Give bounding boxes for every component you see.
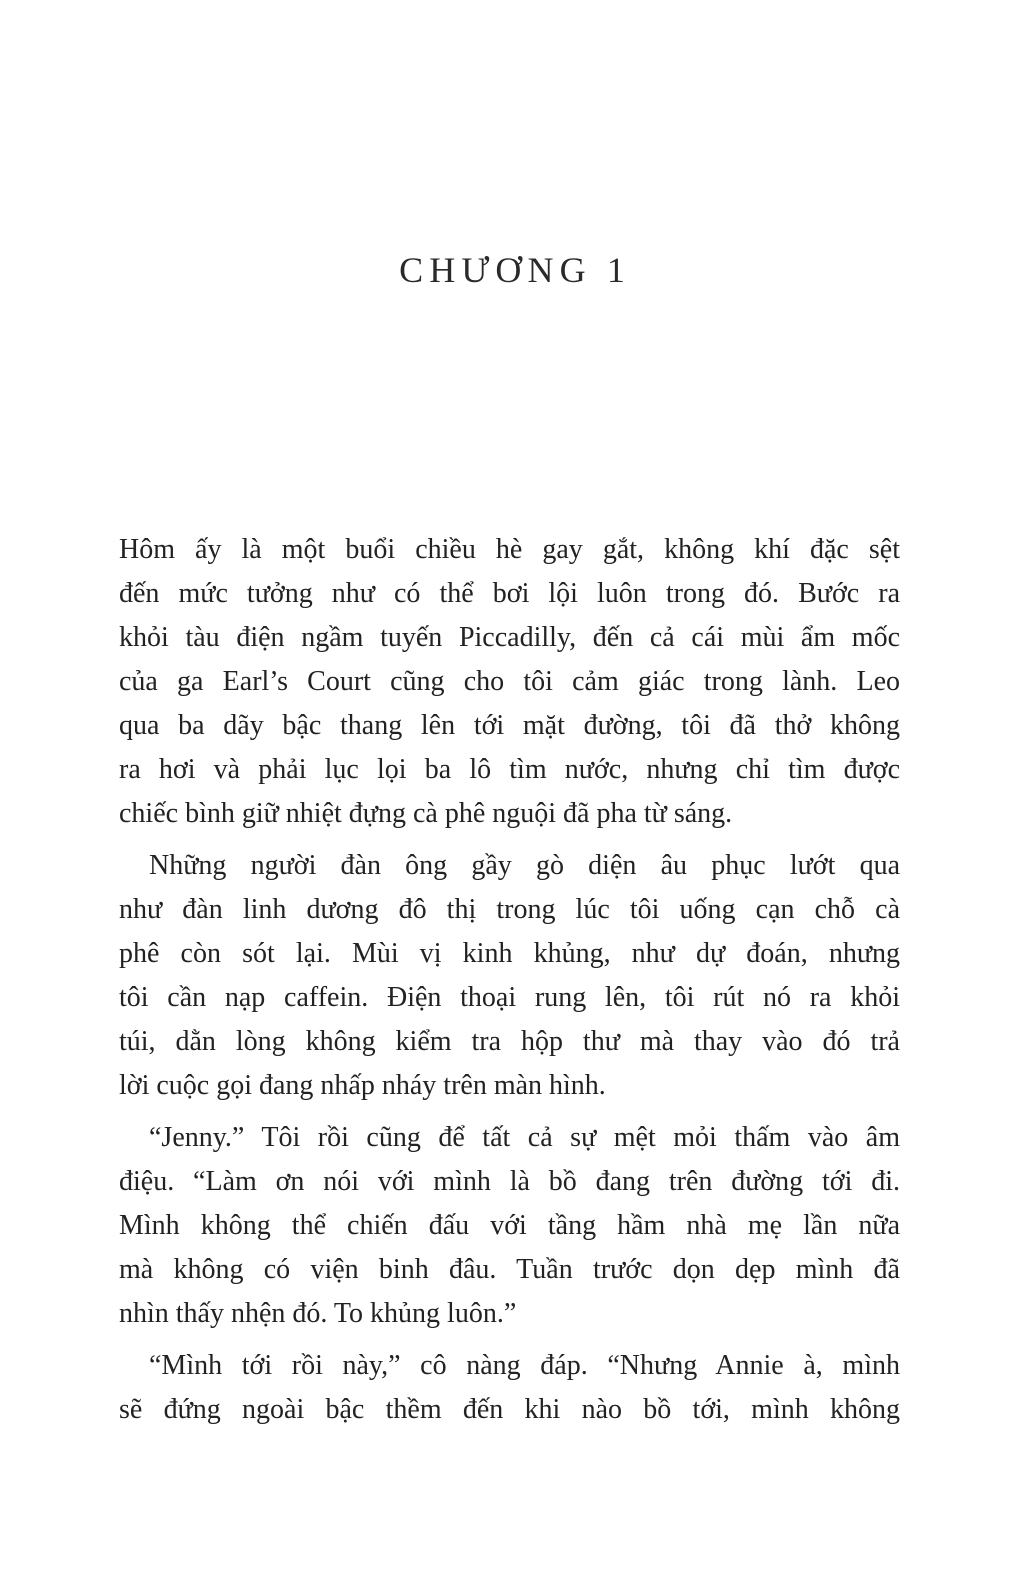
paragraph [119,528,900,836]
paragraph [119,1344,900,1432]
text-line: Những người đàn ông gầy gò diện âu phục lướt qua [149,850,900,881]
text-line: lời cuộc gọi đang nhấp nháy trên màn hình. [119,1070,606,1101]
text-line: “Mình tới rồi này,” cô nàng đáp. “Nhưng Annie à, mình [149,1350,900,1381]
text-line: mà không có viện binh đâu. Tuần trước dọn dẹp mình đã [119,1254,900,1285]
text-line: chiếc bình giữ nhiệt đựng cà phê nguội đã pha từ sáng. [119,798,733,829]
text-line: điệu. “Làm ơn nói với mình là bồ đang trên đường tới đi. [119,1166,900,1197]
text-line: đến mức tưởng như có thể bơi lội luôn trong đó. Bước ra [119,578,900,609]
page-content [0,528,1024,1432]
text-line: của ga Earl’s Court cũng cho tôi cảm giác trong lành. Leo [119,666,900,697]
text-line: túi, dằn lòng không kiểm tra hộp thư mà thay vào đó trả [119,1026,900,1057]
text-line: qua ba dãy bậc thang lên tới mặt đường, tôi đã thở không [119,710,900,741]
text-line: khỏi tàu điện ngầm tuyến Piccadilly, đến cả cái mùi ẩm mốc [119,622,900,653]
text-line: “Jenny.” Tôi rồi cũng để tất cả sự mệt mỏi thấm vào âm [149,1122,900,1153]
text-line: nhìn thấy nhện đó. To khủng luôn.” [119,1298,517,1329]
text-line: phê còn sót lại. Mùi vị kinh khủng, như dự đoán, nhưng [119,938,900,969]
text-line: Mình không thể chiến đấu với tầng hầm nhà mẹ lần nữa [119,1210,900,1241]
text-line: như đàn linh dương đô thị trong lúc tôi uống cạn chỗ cà [119,894,900,925]
text-line: Hôm ấy là một buổi chiều hè gay gắt, không khí đặc sệt [119,534,900,565]
paragraph [119,844,900,1108]
text-line: sẽ đứng ngoài bậc thềm đến khi nào bồ tới, mình không [119,1394,900,1425]
chapter-heading: CHƯƠNG 1 [399,250,631,290]
text-line: ra hơi và phải lục lọi ba lô tìm nước, nhưng chỉ tìm được [119,754,900,785]
paragraph [119,1116,900,1336]
text-line: tôi cần nạp caffein. Điện thoại rung lên, tôi rút nó ra khỏi [119,982,900,1013]
